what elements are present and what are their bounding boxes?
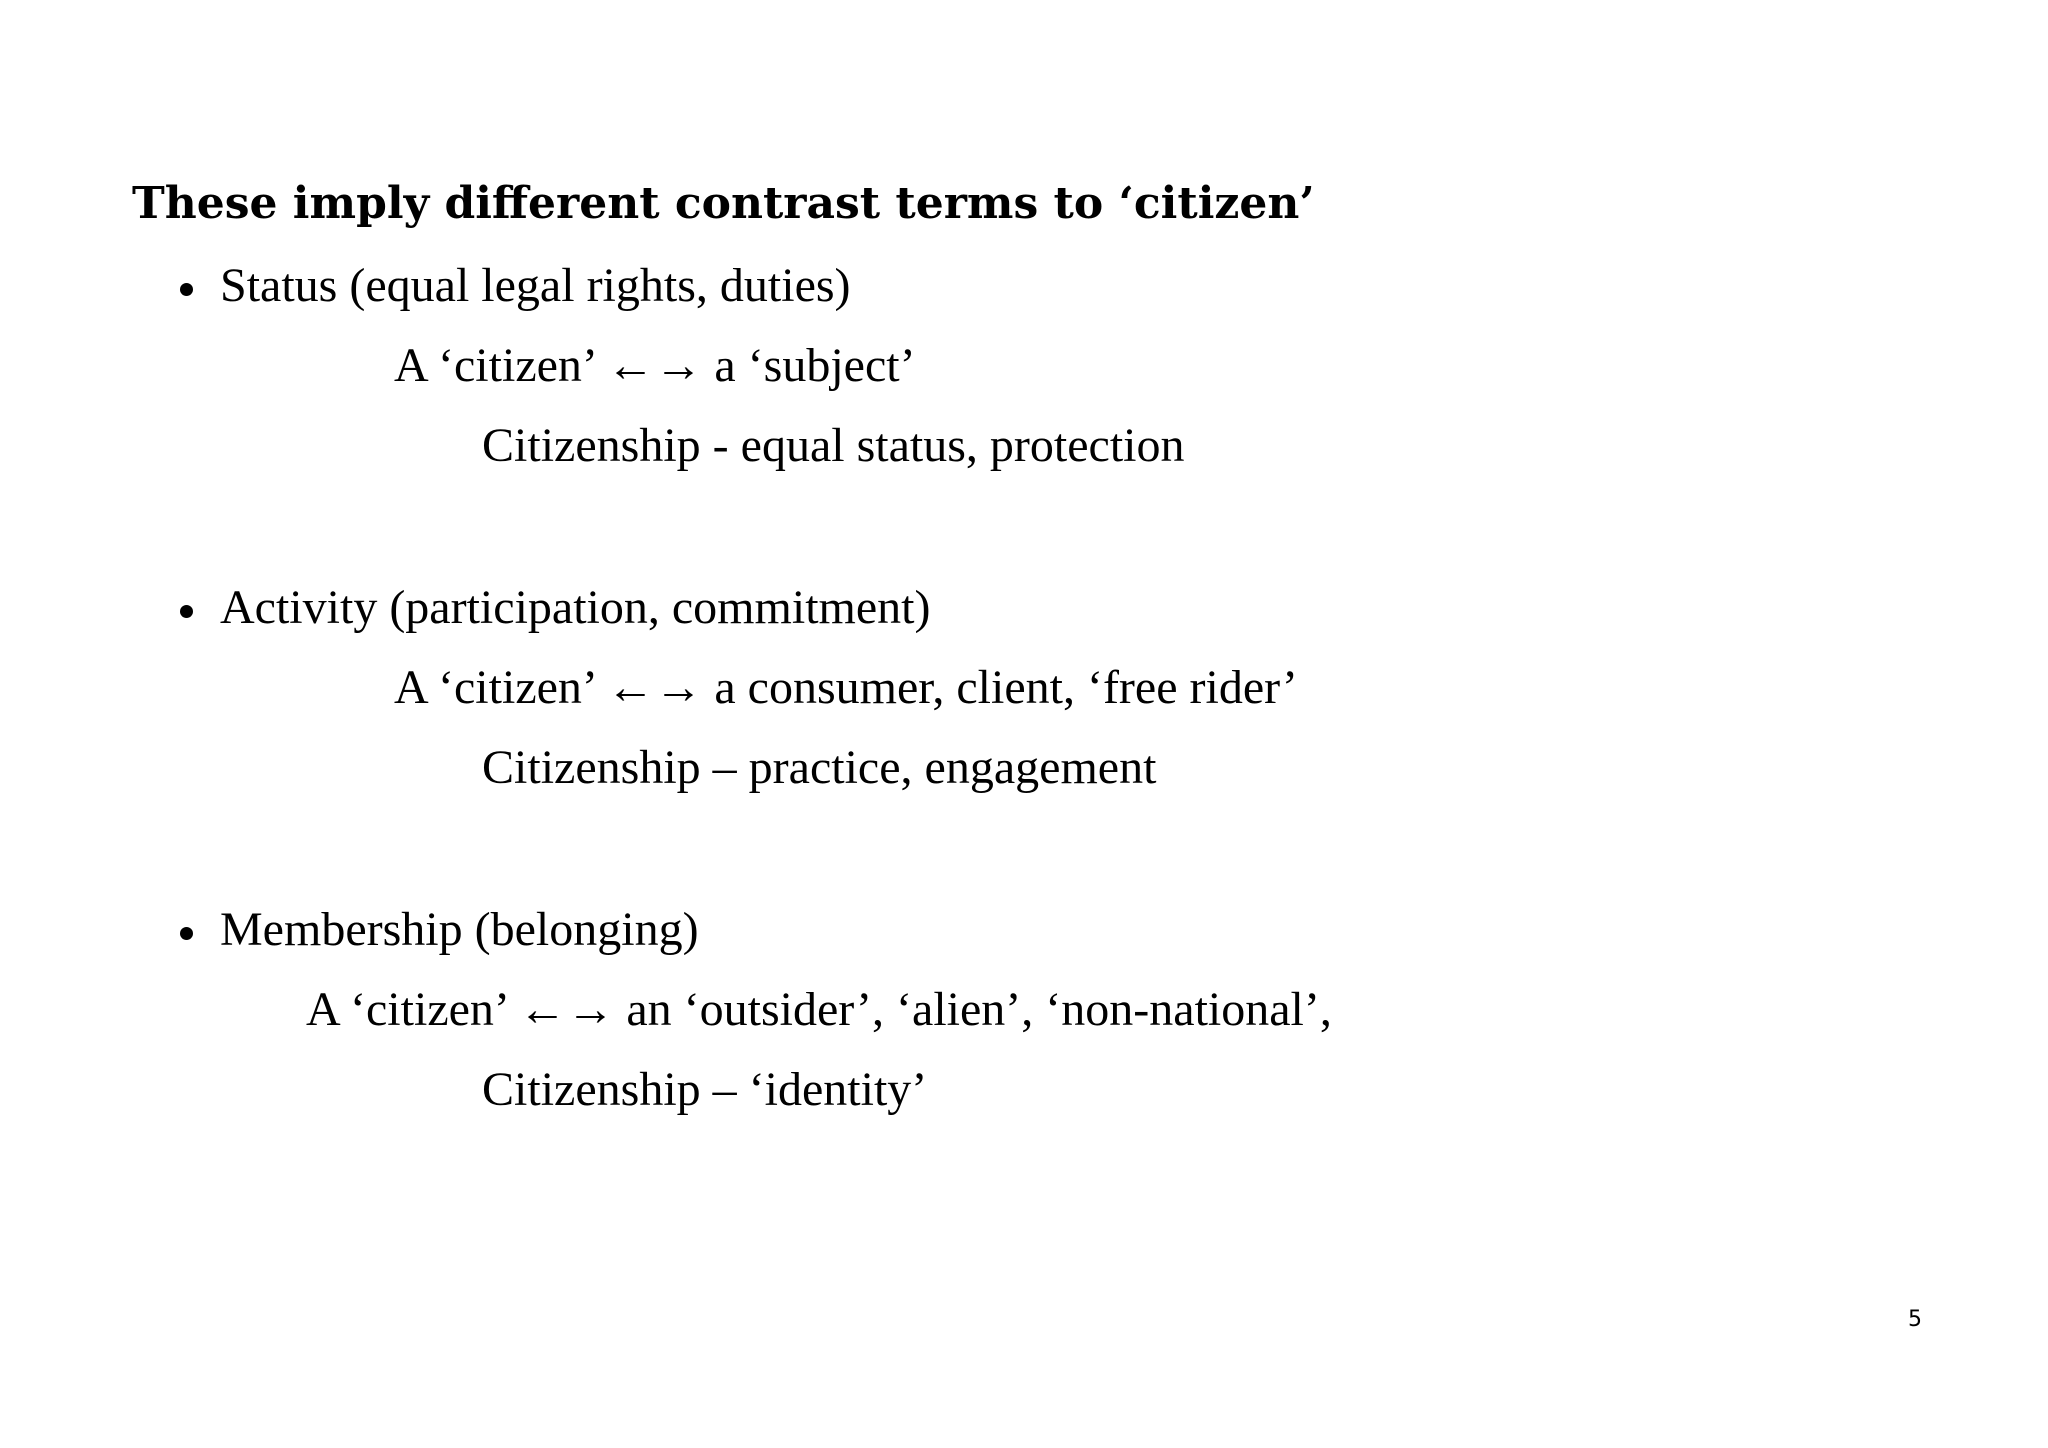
bullet-membership: Membership (belonging): [220, 903, 699, 956]
contrast-activity: A ‘citizen’ ←→ a consumer, client, ‘free rider’: [394, 661, 1298, 714]
contrast-membership: A ‘citizen’ ←→ an ‘outsider’, ‘alien’, ‘non-national’,: [306, 983, 1332, 1036]
bullet-status: Status (equal legal rights, duties): [220, 259, 851, 312]
page-number: 5: [1908, 1307, 1922, 1332]
meaning-status: Citizenship - equal status, protection: [482, 419, 1185, 472]
bullet-activity: Activity (participation, commitment): [220, 581, 931, 634]
bullet-dot: [180, 283, 193, 296]
bullet-dot: [180, 927, 193, 940]
slide-heading: These imply different contrast terms to ‘citizen’: [132, 178, 1315, 229]
meaning-activity: Citizenship – practice, engagement: [482, 741, 1157, 794]
meaning-membership: Citizenship – ‘identity’: [482, 1063, 928, 1116]
contrast-status: A ‘citizen’ ←→ a ‘subject’: [394, 339, 916, 392]
bullet-dot: [180, 605, 193, 618]
